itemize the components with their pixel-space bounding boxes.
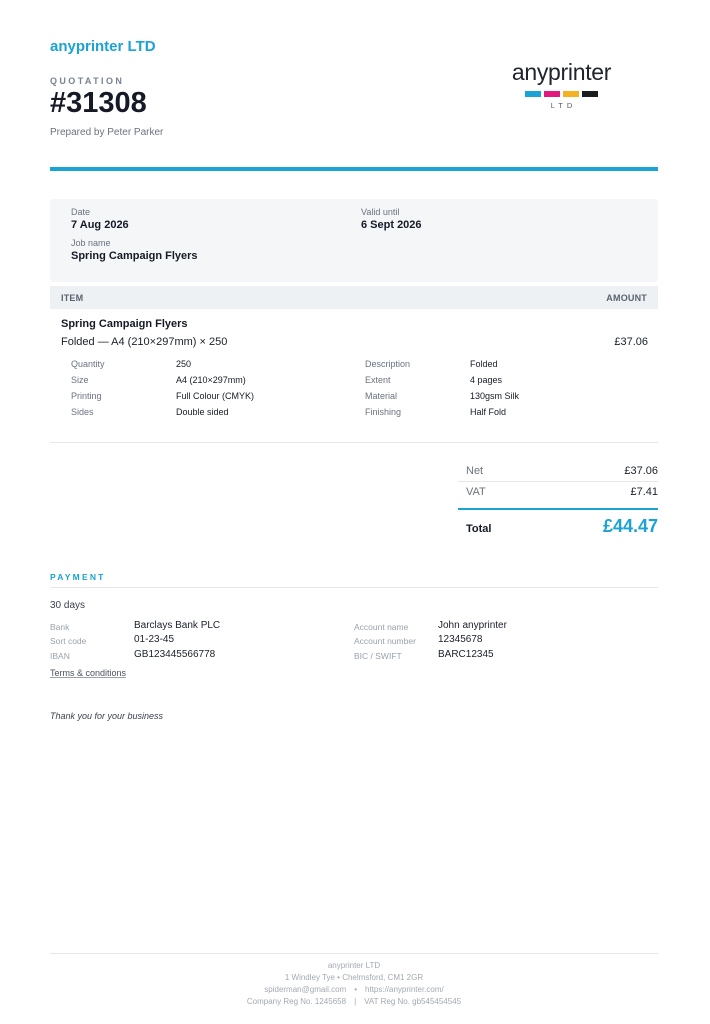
quote-info-panel — [50, 199, 658, 282]
net-label: Net — [466, 465, 484, 477]
payment-divider — [50, 587, 658, 588]
spec-label: Description — [365, 359, 411, 369]
items-table-header — [50, 286, 658, 309]
logo-swatch-black — [582, 91, 598, 97]
footer-address: 1 Windley Tye • Chelmsford, CM1 2GR — [284, 973, 424, 982]
spec-value: 250 — [176, 359, 192, 369]
iban-value: GB123445566778 — [134, 649, 216, 660]
job-name-value: Spring Campaign Flyers — [71, 250, 198, 262]
line-item-description: Folded — A4 (210×297mm) × 250 — [61, 336, 228, 348]
footer-registration — [50, 996, 658, 1008]
job-name-label: Job name — [71, 238, 111, 248]
spec-label: Quantity — [71, 359, 105, 369]
company-name: anyprinter LTD — [50, 38, 156, 55]
footer-email[interactable]: spiderman@gmail.com — [264, 985, 347, 994]
column-header-item: ITEM — [61, 293, 84, 303]
bic-swift-label: BIC / SWIFT — [354, 651, 402, 661]
bank-value: Barclays Bank PLC — [134, 620, 221, 631]
payment-heading: PAYMENT — [50, 572, 106, 582]
company-reg-number: Company Reg No. 1245658 — [246, 997, 347, 1006]
spec-value: 130gsm Silk — [470, 391, 520, 401]
vat-value: £7.41 — [630, 486, 658, 498]
logo-swatch-yellow — [563, 91, 579, 97]
spec-label: Printing — [71, 391, 102, 401]
iban-label: IBAN — [50, 651, 70, 661]
spec-label: Finishing — [365, 407, 402, 417]
bank-label: Bank — [50, 622, 70, 632]
logo-swatch-magenta — [544, 91, 560, 97]
vat-reg-number: VAT Reg No. gb545454545 — [364, 997, 462, 1006]
valid-until-label: Valid until — [361, 207, 400, 217]
line-item-amount: £37.06 — [614, 336, 648, 348]
sort-code-value: 01-23-45 — [134, 634, 175, 645]
date-value: 7 Aug 2026 — [71, 219, 129, 231]
account-number-value: 12345678 — [438, 634, 483, 645]
logo-swatch-cyan — [525, 91, 541, 97]
footer-bar-separator: | — [354, 997, 357, 1006]
terms-and-conditions-link[interactable]: Terms & conditions — [50, 668, 127, 678]
footer-contact — [50, 984, 658, 996]
header-accent-rule — [50, 167, 658, 171]
footer-website[interactable]: https://anyprinter.com/ — [365, 985, 444, 994]
table-divider — [50, 442, 658, 443]
totals-divider — [458, 481, 658, 482]
sort-code-label: Sort code — [50, 636, 87, 646]
spec-value: A4 (210×297mm) — [176, 375, 246, 385]
footer-company: anyprinter LTD — [327, 961, 381, 970]
spec-value: Double sided — [176, 407, 229, 417]
spec-value: Full Colour (CMYK) — [176, 391, 255, 401]
vat-label: VAT — [466, 486, 486, 498]
column-header-amount: AMOUNT — [606, 293, 647, 303]
company-logo — [499, 58, 624, 110]
net-value: £37.06 — [624, 465, 658, 477]
payment-terms: 30 days — [50, 600, 86, 611]
total-value: £44.47 — [602, 516, 658, 536]
valid-until-value: 6 Sept 2026 — [361, 219, 422, 231]
account-name-value: John anyprinter — [438, 620, 507, 631]
spec-value: Folded — [470, 359, 498, 369]
date-label: Date — [71, 207, 91, 217]
logo-wordmark: anyprinter — [511, 59, 612, 85]
spec-label: Material — [365, 391, 398, 401]
thank-you-note: Thank you for your business — [50, 711, 164, 721]
spec-value: 4 pages — [470, 375, 503, 385]
total-label: Total — [466, 523, 492, 535]
spec-label: Size — [71, 375, 89, 385]
bic-swift-value: BARC12345 — [438, 649, 494, 660]
spec-label: Sides — [71, 407, 94, 417]
total-accent-rule — [458, 508, 658, 510]
account-number-label: Account number — [354, 636, 416, 646]
quotation-number: #31308 — [50, 87, 147, 119]
logo-color-swatches — [499, 91, 624, 97]
document-type-label: QUOTATION — [50, 76, 125, 86]
footer-divider — [50, 953, 658, 954]
logo-subtitle: LTD — [550, 101, 577, 110]
prepared-by: Prepared by Peter Parker — [50, 127, 164, 138]
spec-label: Extent — [365, 375, 391, 385]
line-item-title: Spring Campaign Flyers — [61, 318, 188, 330]
footer-dot-separator: • — [354, 985, 358, 994]
spec-value: Half Fold — [470, 407, 507, 417]
account-name-label: Account name — [354, 622, 409, 632]
